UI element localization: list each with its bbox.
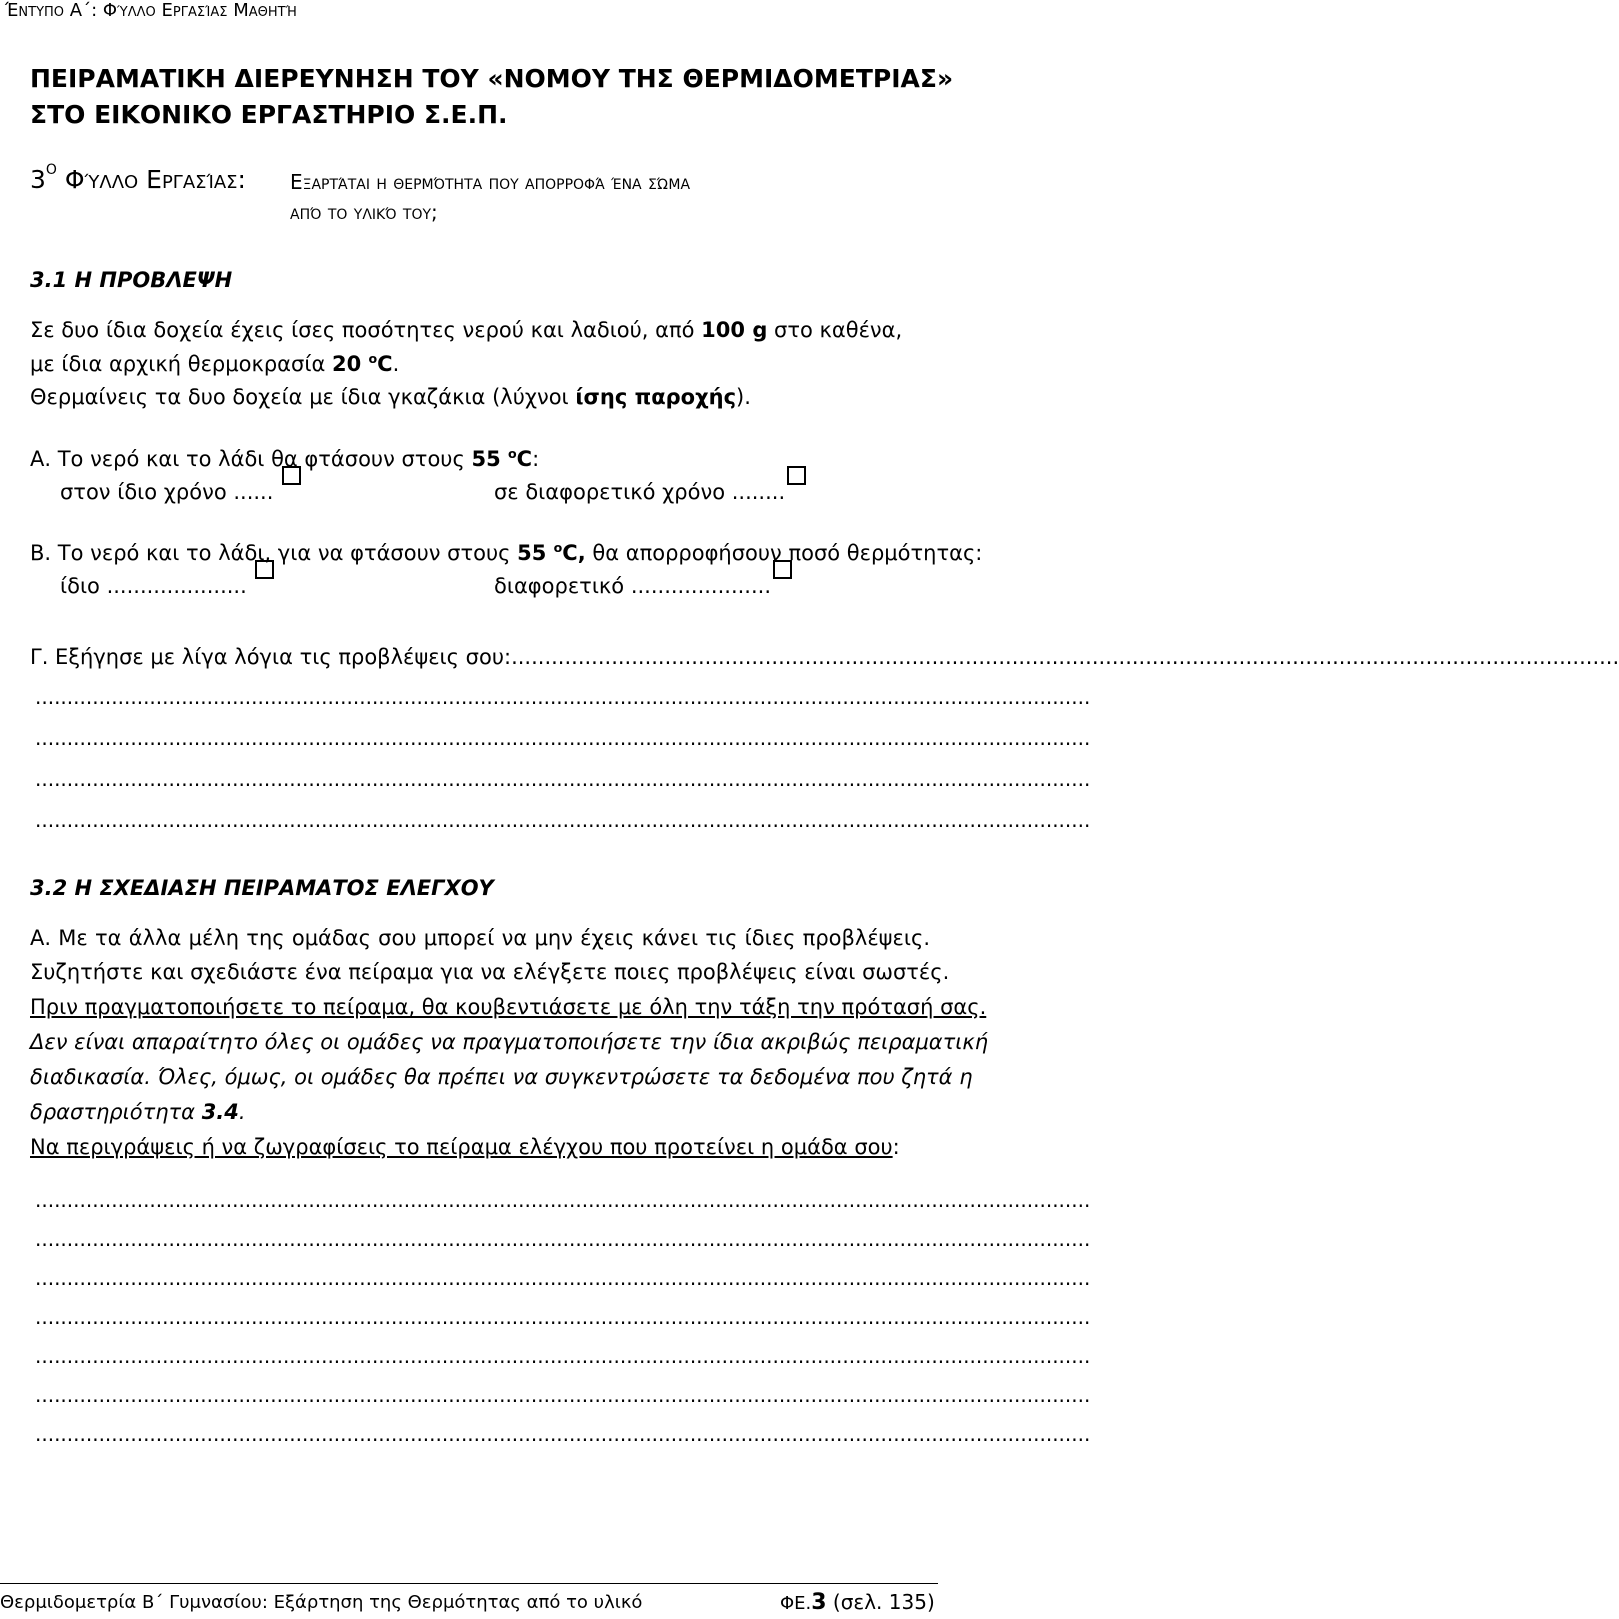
answer-line[interactable]: ......................................................................................................................................................................	[35, 808, 1091, 832]
checkbox-different-heat[interactable]	[773, 560, 792, 579]
option-same-heat: ίδιο .....................	[60, 574, 274, 598]
checkbox-same-time[interactable]	[282, 466, 301, 485]
design-line-4: Δεν είναι απαραίτητο όλες οι ομάδες να πραγματοποιήσετε την ίδια ακριβώς πειραματική	[30, 1030, 989, 1054]
question-g: Γ. Εξήγησε με λίγα λόγια τις προβλέψεις σου:......................................................................................................................................................................	[30, 645, 1619, 669]
option-same-time: στον ίδιο χρόνο ......	[60, 480, 301, 504]
answer-line[interactable]: ......................................................................................................................................................................	[35, 1227, 1091, 1251]
answer-line[interactable]: ......................................................................................................................................................................	[35, 767, 1091, 791]
design-line-6: δραστηριότητα 3.4.	[30, 1100, 246, 1124]
title-line-2: ΣΤΟ ΕΙΚΟΝΙΚΟ ΕΡΓΑΣΤΗΡΙΟ Σ.Ε.Π.	[30, 100, 508, 129]
answer-line[interactable]: ......................................................................................................................................................................	[35, 1188, 1091, 1212]
prediction-paragraph-line-2: με ίδια αρχική θερμοκρασία 20 $^o$C.	[30, 351, 400, 376]
checkbox-same-heat[interactable]	[255, 560, 274, 579]
title-line-1: ΠΕΙΡΑΜΑΤΙΚΗ ΔΙΕΡΕΥΝΗΣΗ ΤΟΥ «ΝΟΜΟΥ ΤΗΣ ΘΕΡΜΙΔΟΜΕΤΡΙΑΣ»	[30, 64, 954, 93]
answer-line[interactable]: ......................................................................................................................................................................	[35, 1383, 1091, 1407]
footer-rule	[0, 1583, 938, 1584]
answer-line[interactable]: ......................................................................................................................................................................	[35, 726, 1091, 750]
question-a: Α. Το νερό και το λάδι θα φτάσουν στους 55 $^o$C:	[30, 446, 540, 471]
answer-line[interactable]: ......................................................................................................................................................................	[35, 1266, 1091, 1290]
prediction-paragraph-line-3: Θερμαίνεις τα δυο δοχεία με ίδια γκαζάκια (λύχνοι ίσης παροχής).	[30, 385, 751, 409]
design-line-1: Α. Με τα άλλα μέλη της ομάδας σου μπορεί να μην έχεις κάνει τις ίδιες προβλέψεις.	[30, 926, 930, 950]
design-line-2: Συζητήστε και σχεδιάστε ένα πείραμα για να ελέγξετε ποιες προβλέψεις είναι σωστές.	[30, 960, 950, 984]
worksheet-question-line-2: από το υλικό του;	[290, 200, 438, 224]
design-line-7: Να περιγράψεις ή να ζωγραφίσεις το πείραμα ελέγχου που προτείνει η ομάδα σου:	[30, 1135, 900, 1159]
answer-line[interactable]: ......................................................................................................................................................................	[35, 685, 1091, 709]
prediction-paragraph-line-1: Σε δυο ίδια δοχεία έχεις ίσες ποσότητες νερού και λαδιού, από 100 g στο καθένα,	[30, 318, 903, 342]
option-different-time: σε διαφορετικό χρόνο ........	[494, 480, 806, 504]
option-different-heat: διαφορετικό .....................	[494, 574, 792, 598]
answer-line[interactable]: ......................................................................................................................................................................	[35, 1344, 1091, 1368]
answer-line[interactable]: ......................................................................................................................................................................	[35, 1305, 1091, 1329]
checkbox-different-time[interactable]	[787, 466, 806, 485]
worksheet-label: $3^O$ Φύλλο Εργασίας:	[30, 162, 246, 194]
footer-left: Θερμιδομετρία Β΄ Γυμνασίου: Εξάρτηση της Θερμότητας από το υλικό	[0, 1592, 643, 1613]
section-heading-3-1: 3.1 Η ΠΡΟΒΛΕΨΗ	[30, 268, 233, 292]
worksheet-question-line-1: Εξαρτάται η θερμότητα που απορροφά ένα σώμα	[290, 170, 691, 194]
design-line-3: Πριν πραγματοποιήσετε το πείραμα, θα κουβεντιάσετε με όλη την τάξη την πρότασή σας.	[30, 995, 987, 1019]
answer-line[interactable]: ......................................................................................................................................................................	[35, 1422, 1091, 1446]
section-heading-3-2: 3.2 Η ΣΧΕΔΙΑΣΗ ΠΕΙΡΑΜΑΤΟΣ ΕΛΕΓΧΟΥ	[30, 876, 494, 900]
page-header: Έντυπο Α΄: Φύλλο Εργασίας Μαθητή	[5, 0, 297, 21]
footer-page: ΦΕ.3 (σελ. 135)	[780, 1590, 935, 1615]
design-line-5: διαδικασία. Όλες, όμως, οι ομάδες θα πρέπει να συγκεντρώσετε τα δεδομένα που ζητά η	[30, 1065, 973, 1089]
question-b: Β. Το νερό και το λάδι, για να φτάσουν στους 55 $^o$C, θα απορροφήσουν ποσό θερμότητας:	[30, 540, 983, 565]
